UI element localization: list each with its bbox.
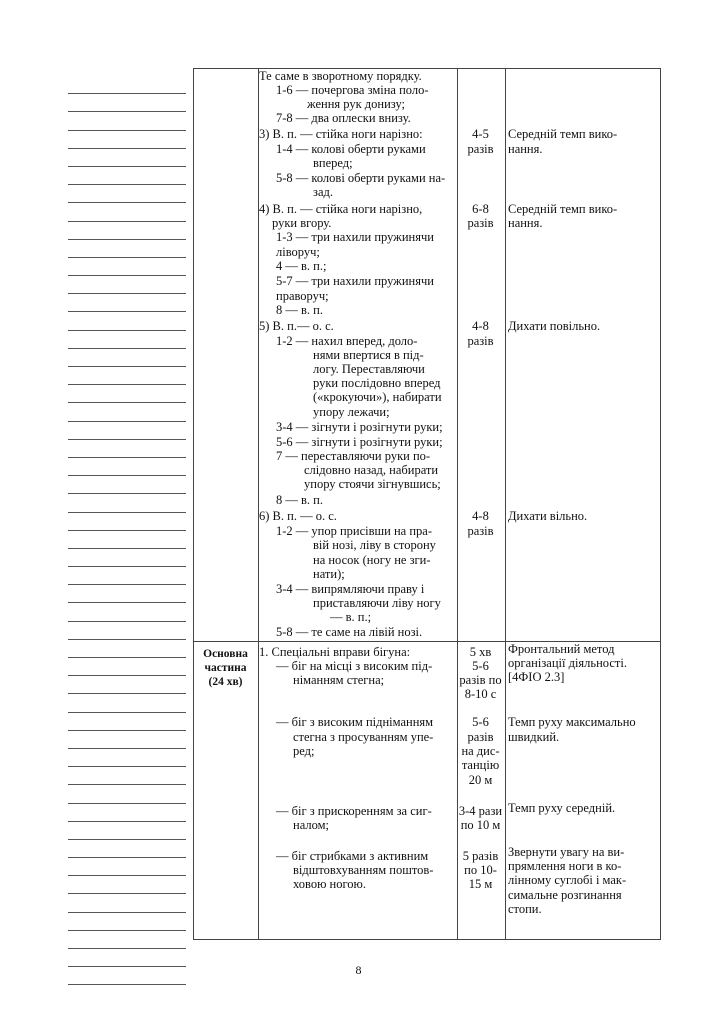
dosage-line: 4-8 [472, 319, 489, 333]
exercise-line: 6) В. п. — о. с. [259, 509, 337, 523]
exercise-line: ред; [293, 744, 315, 758]
dosage-line: разів [467, 524, 494, 538]
margin-line [68, 458, 186, 476]
exercise-line: 4) В. п. — стійка ноги нарізно, [259, 202, 423, 216]
page-number: 8 [355, 963, 362, 977]
dosage-line: 6-8 [472, 202, 489, 216]
exercise-line: упору стоячи зігнувшись; [304, 477, 441, 491]
margin-line [68, 676, 186, 694]
method-note: симальне розгинання [508, 888, 622, 902]
exercise-line: — біг стрибками з активним [276, 849, 429, 863]
exercise-line: 5) В. п.— о. с. [259, 319, 334, 333]
margin-line [68, 585, 186, 603]
method-note: [4ФІО 2.3] [508, 670, 565, 684]
margin-line [68, 531, 186, 549]
dosage-line: разів [467, 216, 494, 230]
method-note: Дихати повільно. [508, 319, 601, 333]
margin-line [68, 640, 186, 658]
dosage-line: 5 разів [462, 849, 499, 863]
exercise-line: 1-6 — почергова зміна поло- [276, 83, 429, 97]
exercise-line: — в. п.; [330, 610, 372, 624]
exercise-line: руки послідовно вперед [313, 376, 441, 390]
dosage-line: разів [467, 142, 494, 156]
margin-line [68, 913, 186, 931]
margin-line [68, 549, 186, 567]
method-note: організації діяльності. [508, 656, 627, 670]
exercise-line: 1. Спеціальні вправи бігуна: [259, 645, 411, 659]
margin-line [68, 731, 186, 749]
section-duration: (24 хв) [208, 676, 243, 688]
dosage-line: по 10 м [460, 818, 501, 832]
exercise-line: упору лежачи; [313, 405, 390, 419]
dosage-line: на дис- [461, 744, 500, 758]
method-note: прямлення ноги в ко- [508, 859, 622, 873]
dosage-line: разів [467, 730, 494, 744]
method-note: Середній темп вико- [508, 202, 618, 216]
exercise-line: 5-8 — те саме на лівій нозі. [276, 625, 423, 639]
method-note: нання. [508, 216, 543, 230]
dosage-line: 4-5 [472, 127, 489, 141]
margin-line [68, 440, 186, 458]
margin-line [68, 349, 186, 367]
margin-line [68, 367, 186, 385]
exercise-line: нями впертися в під- [313, 348, 424, 362]
margin-line [68, 167, 186, 185]
exercise-line: 3-4 — зігнути і розігнути руки; [276, 420, 443, 434]
method-note: Звернути увагу на ви- [508, 845, 625, 859]
margin-line [68, 858, 186, 876]
margin-line [68, 876, 186, 894]
exercise-line: слідовно назад, набирати [304, 463, 439, 477]
exercise-line: ховою ногою. [293, 877, 367, 891]
margin-line [68, 822, 186, 840]
margin-line [68, 76, 186, 94]
exercise-line: приставляючи ліву ногу [313, 596, 441, 610]
method-note: лінному суглобі і мак- [508, 873, 627, 887]
exercise-line: («крокуючи»), набирати [313, 390, 442, 404]
margin-line [68, 804, 186, 822]
exercise-line: 3) В. п. — стійка ноги нарізно: [259, 127, 423, 141]
margin-line [68, 713, 186, 731]
exercise-line: — біг з високим підніманням [276, 715, 434, 729]
margin-line [68, 567, 186, 585]
margin-line [68, 422, 186, 440]
exercise-line: 1-3 — три нахили пружинячи [276, 230, 434, 244]
exercise-line: на носок (ногу не зги- [313, 553, 431, 567]
margin-line [68, 240, 186, 258]
exercise-line: 1-2 — нахил вперед, доло- [276, 334, 418, 348]
exercise-line: руки вгору. [272, 216, 332, 230]
margin-line [68, 658, 186, 676]
exercise-line: 1-4 — колові оберти руками [276, 142, 426, 156]
method-note: Темп руху максимально [508, 715, 636, 729]
exercise-line: 7 — переставляючи руки по- [276, 449, 431, 463]
exercise-line: ження рук донизу; [307, 97, 406, 111]
method-note: Фронтальний метод [508, 642, 615, 656]
method-note: нання. [508, 142, 543, 156]
exercise-line: нати); [313, 567, 345, 581]
margin-line [68, 312, 186, 330]
margin-line [68, 494, 186, 512]
margin-line [68, 185, 186, 203]
exercise-line: — біг на місці з високим під- [276, 659, 433, 673]
margin-line [68, 767, 186, 785]
exercise-line: 3-4 — випрямляючи праву і [276, 582, 425, 596]
margin-lines [68, 76, 186, 985]
margin-line [68, 622, 186, 640]
method-note: Дихати вільно. [508, 509, 588, 523]
margin-line [68, 149, 186, 167]
dosage-line: разів [467, 334, 494, 348]
section-name: Основна [203, 648, 248, 660]
dosage-line: 20 м [468, 773, 493, 787]
exercise-line: зад. [313, 185, 333, 199]
margin-line [68, 894, 186, 912]
margin-line [68, 403, 186, 421]
column-divider [258, 69, 259, 939]
exercise-line: ліворуч; [276, 245, 320, 259]
exercise-line: 5-6 — зігнути і розігнути руки; [276, 435, 443, 449]
column-divider [505, 69, 506, 939]
margin-line [68, 931, 186, 949]
exercise-line: стегна з просуванням упе- [293, 730, 434, 744]
dosage-line: разів по [459, 673, 502, 687]
dosage-line: по 10- [464, 863, 497, 877]
margin-line [68, 112, 186, 130]
margin-line [68, 294, 186, 312]
exercise-line: 8 — в. п. [276, 303, 323, 317]
exercise-line: — біг з прискоренням за сиг- [276, 804, 432, 818]
margin-line [68, 276, 186, 294]
exercise-line: 1-2 — упор присівши на пра- [276, 524, 432, 538]
exercise-line: праворуч; [276, 289, 329, 303]
dosage-line: танцію [461, 758, 500, 772]
dosage-line: 8-10 с [464, 687, 497, 701]
exercise-line: 7-8 — два оплески внизу. [276, 111, 411, 125]
method-note: Темп руху середній. [508, 801, 616, 815]
exercise-line: Те саме в зворотному порядку. [259, 69, 422, 83]
margin-line [68, 203, 186, 221]
margin-line [68, 840, 186, 858]
exercise-line: логу. Переставляючи [313, 362, 425, 376]
section-name: частина [204, 662, 247, 674]
dosage-line: 15 м [468, 877, 493, 891]
margin-line [68, 385, 186, 403]
exercise-line: відштовхуванням поштов- [293, 863, 434, 877]
dosage-line: 5-6 [472, 659, 489, 673]
margin-line [68, 94, 186, 112]
dosage-line: 5-6 [472, 715, 489, 729]
margin-line [68, 785, 186, 803]
margin-line [68, 749, 186, 767]
dosage-line: 5 хв [469, 645, 492, 659]
method-note: стопи. [508, 902, 542, 916]
exercise-line: 5-8 — колові оберти руками на- [276, 171, 446, 185]
margin-line [68, 694, 186, 712]
dosage-line: 3-4 рази [458, 804, 503, 818]
exercise-line: вій нозі, ліву в сторону [313, 538, 436, 552]
margin-line [68, 331, 186, 349]
margin-line [68, 513, 186, 531]
dosage-line: 4-8 [472, 509, 489, 523]
exercise-line: 4 — в. п.; [276, 259, 327, 273]
margin-line [68, 476, 186, 494]
margin-line [68, 603, 186, 621]
method-note: Середній темп вико- [508, 127, 618, 141]
exercise-line: німанням стегна; [293, 673, 385, 687]
exercise-line: налом; [293, 818, 329, 832]
exercise-line: 8 — в. п. [276, 493, 323, 507]
method-note: швидкий. [508, 730, 560, 744]
margin-line [68, 258, 186, 276]
exercise-line: вперед; [313, 156, 353, 170]
exercise-line: 5-7 — три нахили пружинячи [276, 274, 434, 288]
margin-line [68, 222, 186, 240]
margin-line [68, 131, 186, 149]
